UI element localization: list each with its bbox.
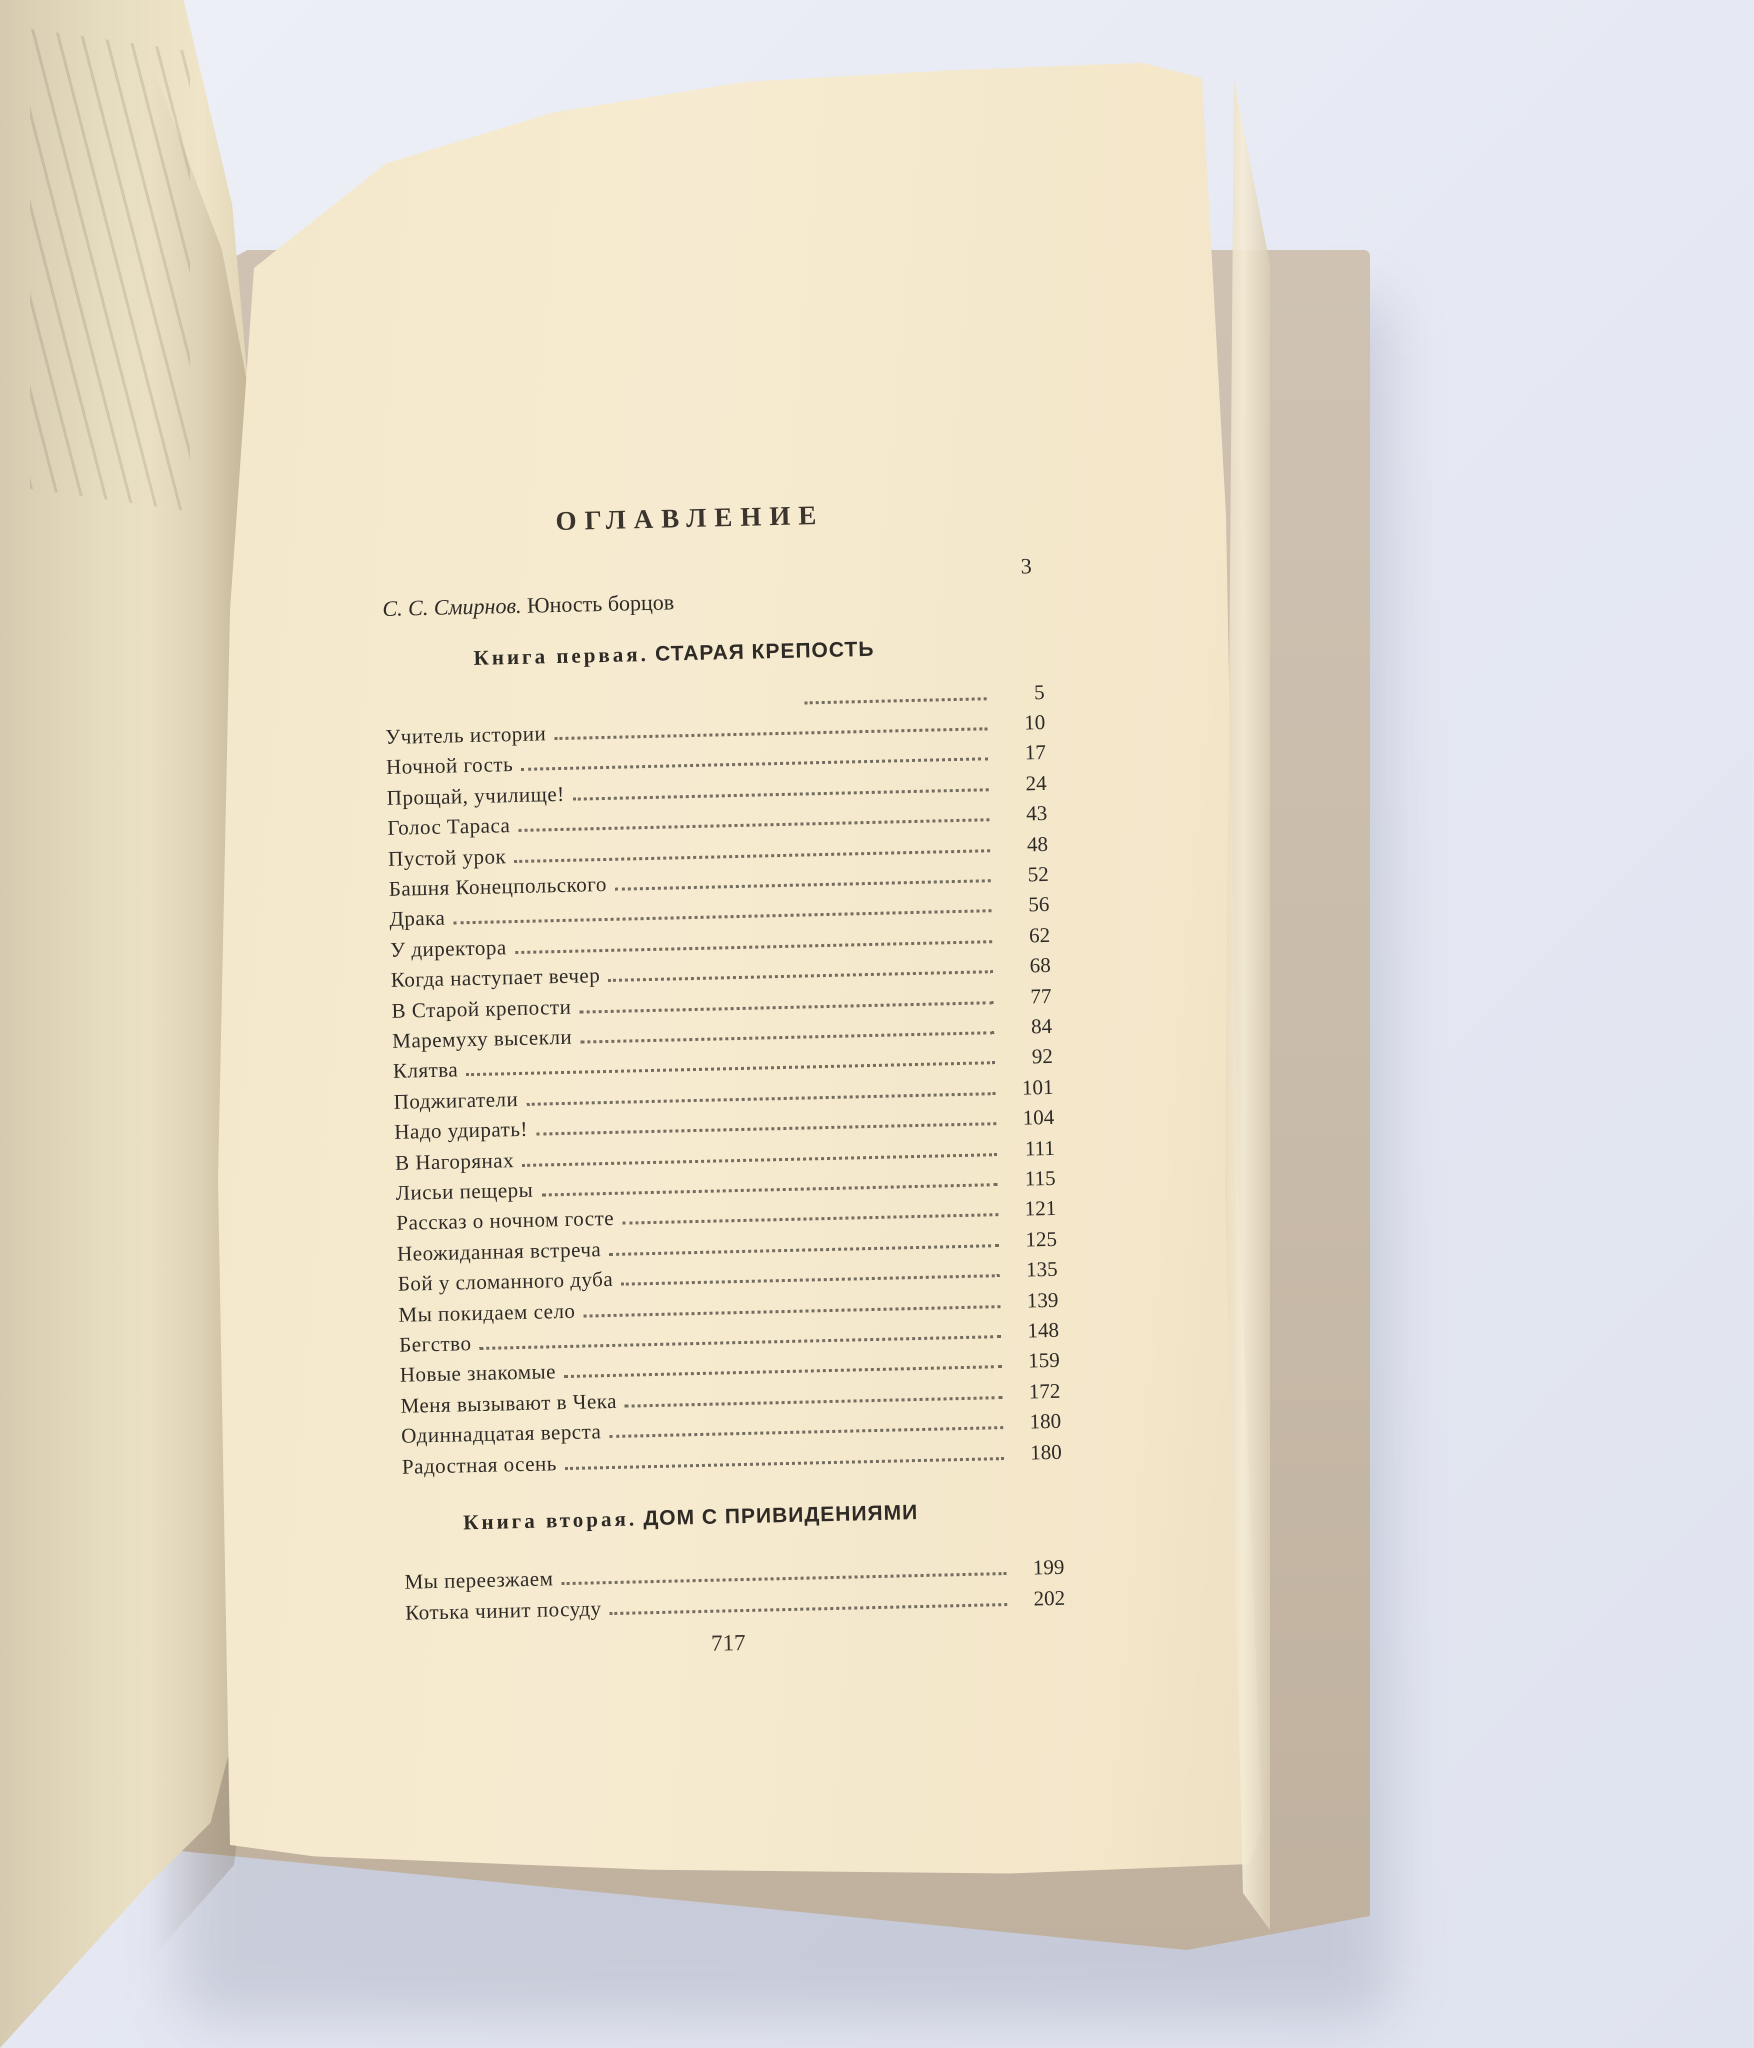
- dot-leader: [610, 1603, 1008, 1615]
- toc-heading: ОГЛАВЛЕНИЕ: [555, 499, 825, 537]
- chapter-title: Котька чинит посуду: [404, 1596, 602, 1625]
- dot-leader: [805, 697, 987, 704]
- book2-label: Книга вторая.: [462, 1506, 638, 1535]
- chapter-title: Меня вызывают в Чека: [400, 1388, 618, 1418]
- chapter-page-number: 139: [1026, 1287, 1059, 1313]
- chapter-title: Надо удирать!: [394, 1116, 529, 1145]
- chapter-title: Неожиданная встреча: [396, 1236, 602, 1266]
- chapter-page-number: 180: [1029, 1439, 1063, 1465]
- chapter-title: В Нагорянах: [394, 1147, 515, 1175]
- chapter-title: Голос Тараса: [387, 813, 511, 841]
- book1-name: СТАРАЯ КРЕПОСТЬ: [654, 637, 875, 666]
- chapter-page-number: 111: [1024, 1135, 1056, 1161]
- chapter-title: Радостная осень: [401, 1450, 558, 1479]
- book1-label: Книга первая.: [473, 641, 650, 670]
- chapter-title: Когда наступает вечер: [390, 963, 601, 993]
- chapter-page-number: 135: [1025, 1257, 1058, 1282]
- chapter-page-number: 17: [1024, 740, 1047, 765]
- chapter-title: Клятва: [392, 1057, 459, 1084]
- chapter-page-number: 125: [1025, 1226, 1058, 1252]
- chapter-title: Мы переезжаем: [404, 1566, 554, 1594]
- page-number: 717: [710, 1630, 746, 1656]
- chapter-page-number: 10: [1023, 709, 1046, 735]
- chapter-title: Прощай, училище!: [386, 781, 565, 810]
- chapter-page-number: 48: [1026, 831, 1049, 857]
- chapter-page-number: 92: [1031, 1044, 1054, 1069]
- chapter-page-number: 172: [1028, 1378, 1061, 1404]
- chapter-page-number: 159: [1027, 1348, 1060, 1373]
- chapter-title: Одиннадцатая верста: [400, 1419, 602, 1448]
- chapter-page-number: 115: [1024, 1165, 1056, 1191]
- chapter-page-number: 101: [1021, 1074, 1054, 1100]
- chapter-title: Бой у сломанного дуба: [397, 1267, 614, 1296]
- chapter-title: Бегство: [398, 1331, 472, 1357]
- chapter-title: Мы покидаем село: [398, 1298, 576, 1327]
- chapter-title: У директора: [389, 935, 507, 962]
- chapter-page-number: 24: [1025, 770, 1047, 796]
- chapter-page-number: 148: [1027, 1317, 1060, 1343]
- chapter-title: Драка: [389, 906, 446, 932]
- chapter-title: Рассказ о ночном госте: [396, 1206, 615, 1236]
- chapter-title: В Старой крепости: [391, 994, 572, 1023]
- chapter-page-number: 121: [1024, 1196, 1057, 1221]
- chapter-page-number: 77: [1030, 983, 1052, 1008]
- chapter-page-number: 202: [1033, 1585, 1066, 1611]
- book1-first-page: 5: [1033, 679, 1045, 705]
- chapter-title: Поджигатели: [393, 1086, 519, 1114]
- chapter-title: Новые знакомые: [399, 1359, 557, 1388]
- intro-page: 3: [1020, 553, 1032, 579]
- chapter-page-number: 52: [1027, 861, 1049, 887]
- chapter-page-number: 56: [1028, 892, 1050, 917]
- chapter-page-number: 62: [1028, 922, 1051, 948]
- chapter-page-number: 84: [1030, 1013, 1053, 1039]
- chapter-title: Башня Конецпольского: [388, 871, 608, 901]
- chapter-title: Пустой урок: [387, 843, 507, 871]
- intro-author: С. С. Смирнов.: [382, 592, 522, 621]
- chapter-title: Учитель истории: [385, 721, 547, 749]
- chapter-page-number: 104: [1022, 1105, 1055, 1130]
- chapter-title: Лисьи пещеры: [395, 1177, 534, 1205]
- chapter-page-number: 68: [1029, 953, 1051, 978]
- chapter-title: Маремуху высекли: [392, 1024, 573, 1053]
- chapter-page-number: 43: [1026, 801, 1048, 826]
- chapter-page-number: 199: [1032, 1554, 1065, 1580]
- chapter-title: Ночной гость: [385, 752, 514, 780]
- chapter-page-number: 180: [1029, 1408, 1062, 1434]
- intro-title: Юность борцов: [526, 589, 675, 618]
- book2-name: ДОМ С ПРИВИДЕНИЯМИ: [643, 1501, 919, 1531]
